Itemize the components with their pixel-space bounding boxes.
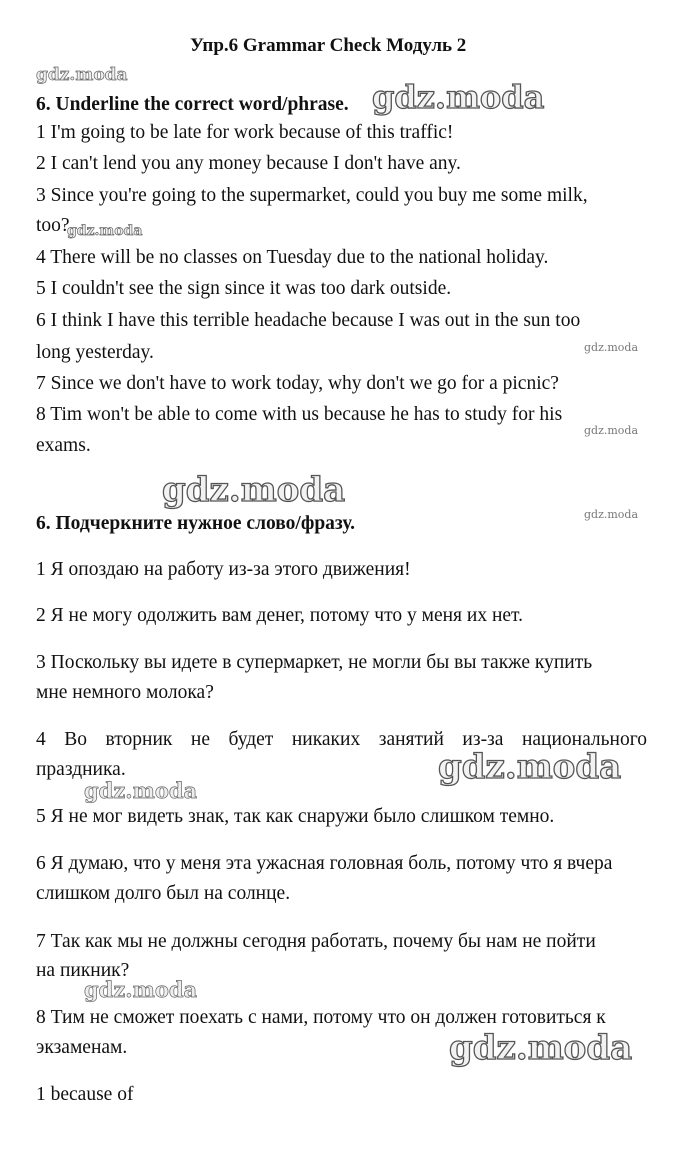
russian-line: 6 Я думаю, что у меня эта ужасная головная боль, потому что я вчера	[36, 853, 613, 874]
russian-line: 7 Так как мы не должны сегодня работать, почему бы нам не пойти	[36, 931, 596, 952]
english-heading: 6. Underline the correct word/phrase.	[36, 94, 349, 115]
answer-line: 1 because of	[36, 1084, 134, 1105]
russian-heading: 6. Подчеркните нужное слово/фразу.	[36, 513, 356, 534]
russian-line: на пикник?	[36, 960, 130, 981]
watermark: gdz.moda	[67, 223, 143, 239]
english-line: long yesterday.	[36, 342, 154, 363]
watermark: gdz.moda	[84, 977, 198, 1002]
english-line: 7 Since we don't have to work today, why don't we go for a picnic?	[36, 373, 559, 394]
watermark: gdz.moda	[372, 78, 545, 116]
watermark: gdz.moda	[84, 778, 198, 803]
watermark: gdz.moda	[584, 424, 639, 437]
watermark: gdz.moda	[36, 65, 128, 85]
watermark: gdz.moda	[438, 747, 622, 787]
page-title: Упр.6 Grammar Check Модуль 2	[190, 35, 467, 56]
english-line: 2 I can't lend you any money because I don't have any.	[36, 153, 461, 174]
russian-line: 4 Во вторник не будет никаких занятий из-за национального	[36, 729, 647, 750]
russian-line: 3 Поскольку вы идете в супермаркет, не могли бы вы также купить	[36, 652, 593, 673]
russian-line: слишком долго был на солнце.	[36, 883, 291, 904]
english-line: 4 There will be no classes on Tuesday due to the national holiday.	[36, 247, 549, 268]
watermark: gdz.moda	[449, 1028, 633, 1068]
russian-line: 2 Я не могу одолжить вам денег, потому что у меня их нет.	[36, 605, 523, 626]
watermark: gdz.moda	[162, 470, 346, 510]
russian-line: 1 Я опоздаю на работу из-за этого движения!	[36, 559, 411, 580]
watermark: gdz.moda	[584, 508, 639, 521]
english-line: exams.	[36, 435, 91, 456]
russian-line: мне немного молока?	[36, 682, 214, 703]
english-line: 3 Since you're going to the supermarket, could you buy me some milk,	[36, 185, 588, 206]
russian-line: 5 Я не мог видеть знак, так как снаружи было слишком темно.	[36, 806, 555, 827]
english-line: 1 I'm going to be late for work because of this traffic!	[36, 122, 454, 143]
watermark: gdz.moda	[584, 341, 639, 354]
english-line: 8 Tim won't be able to come with us because he has to study for his	[36, 404, 563, 425]
english-line: 5 I couldn't see the sign since it was too dark outside.	[36, 278, 452, 299]
english-line: too?	[36, 215, 70, 236]
russian-line: экзаменам.	[36, 1037, 128, 1058]
english-line: 6 I think I have this terrible headache because I was out in the sun too	[36, 310, 581, 331]
russian-line: праздника.	[36, 759, 126, 780]
russian-line: 8 Тим не сможет поехать с нами, потому что он должен готовиться к	[36, 1007, 606, 1028]
